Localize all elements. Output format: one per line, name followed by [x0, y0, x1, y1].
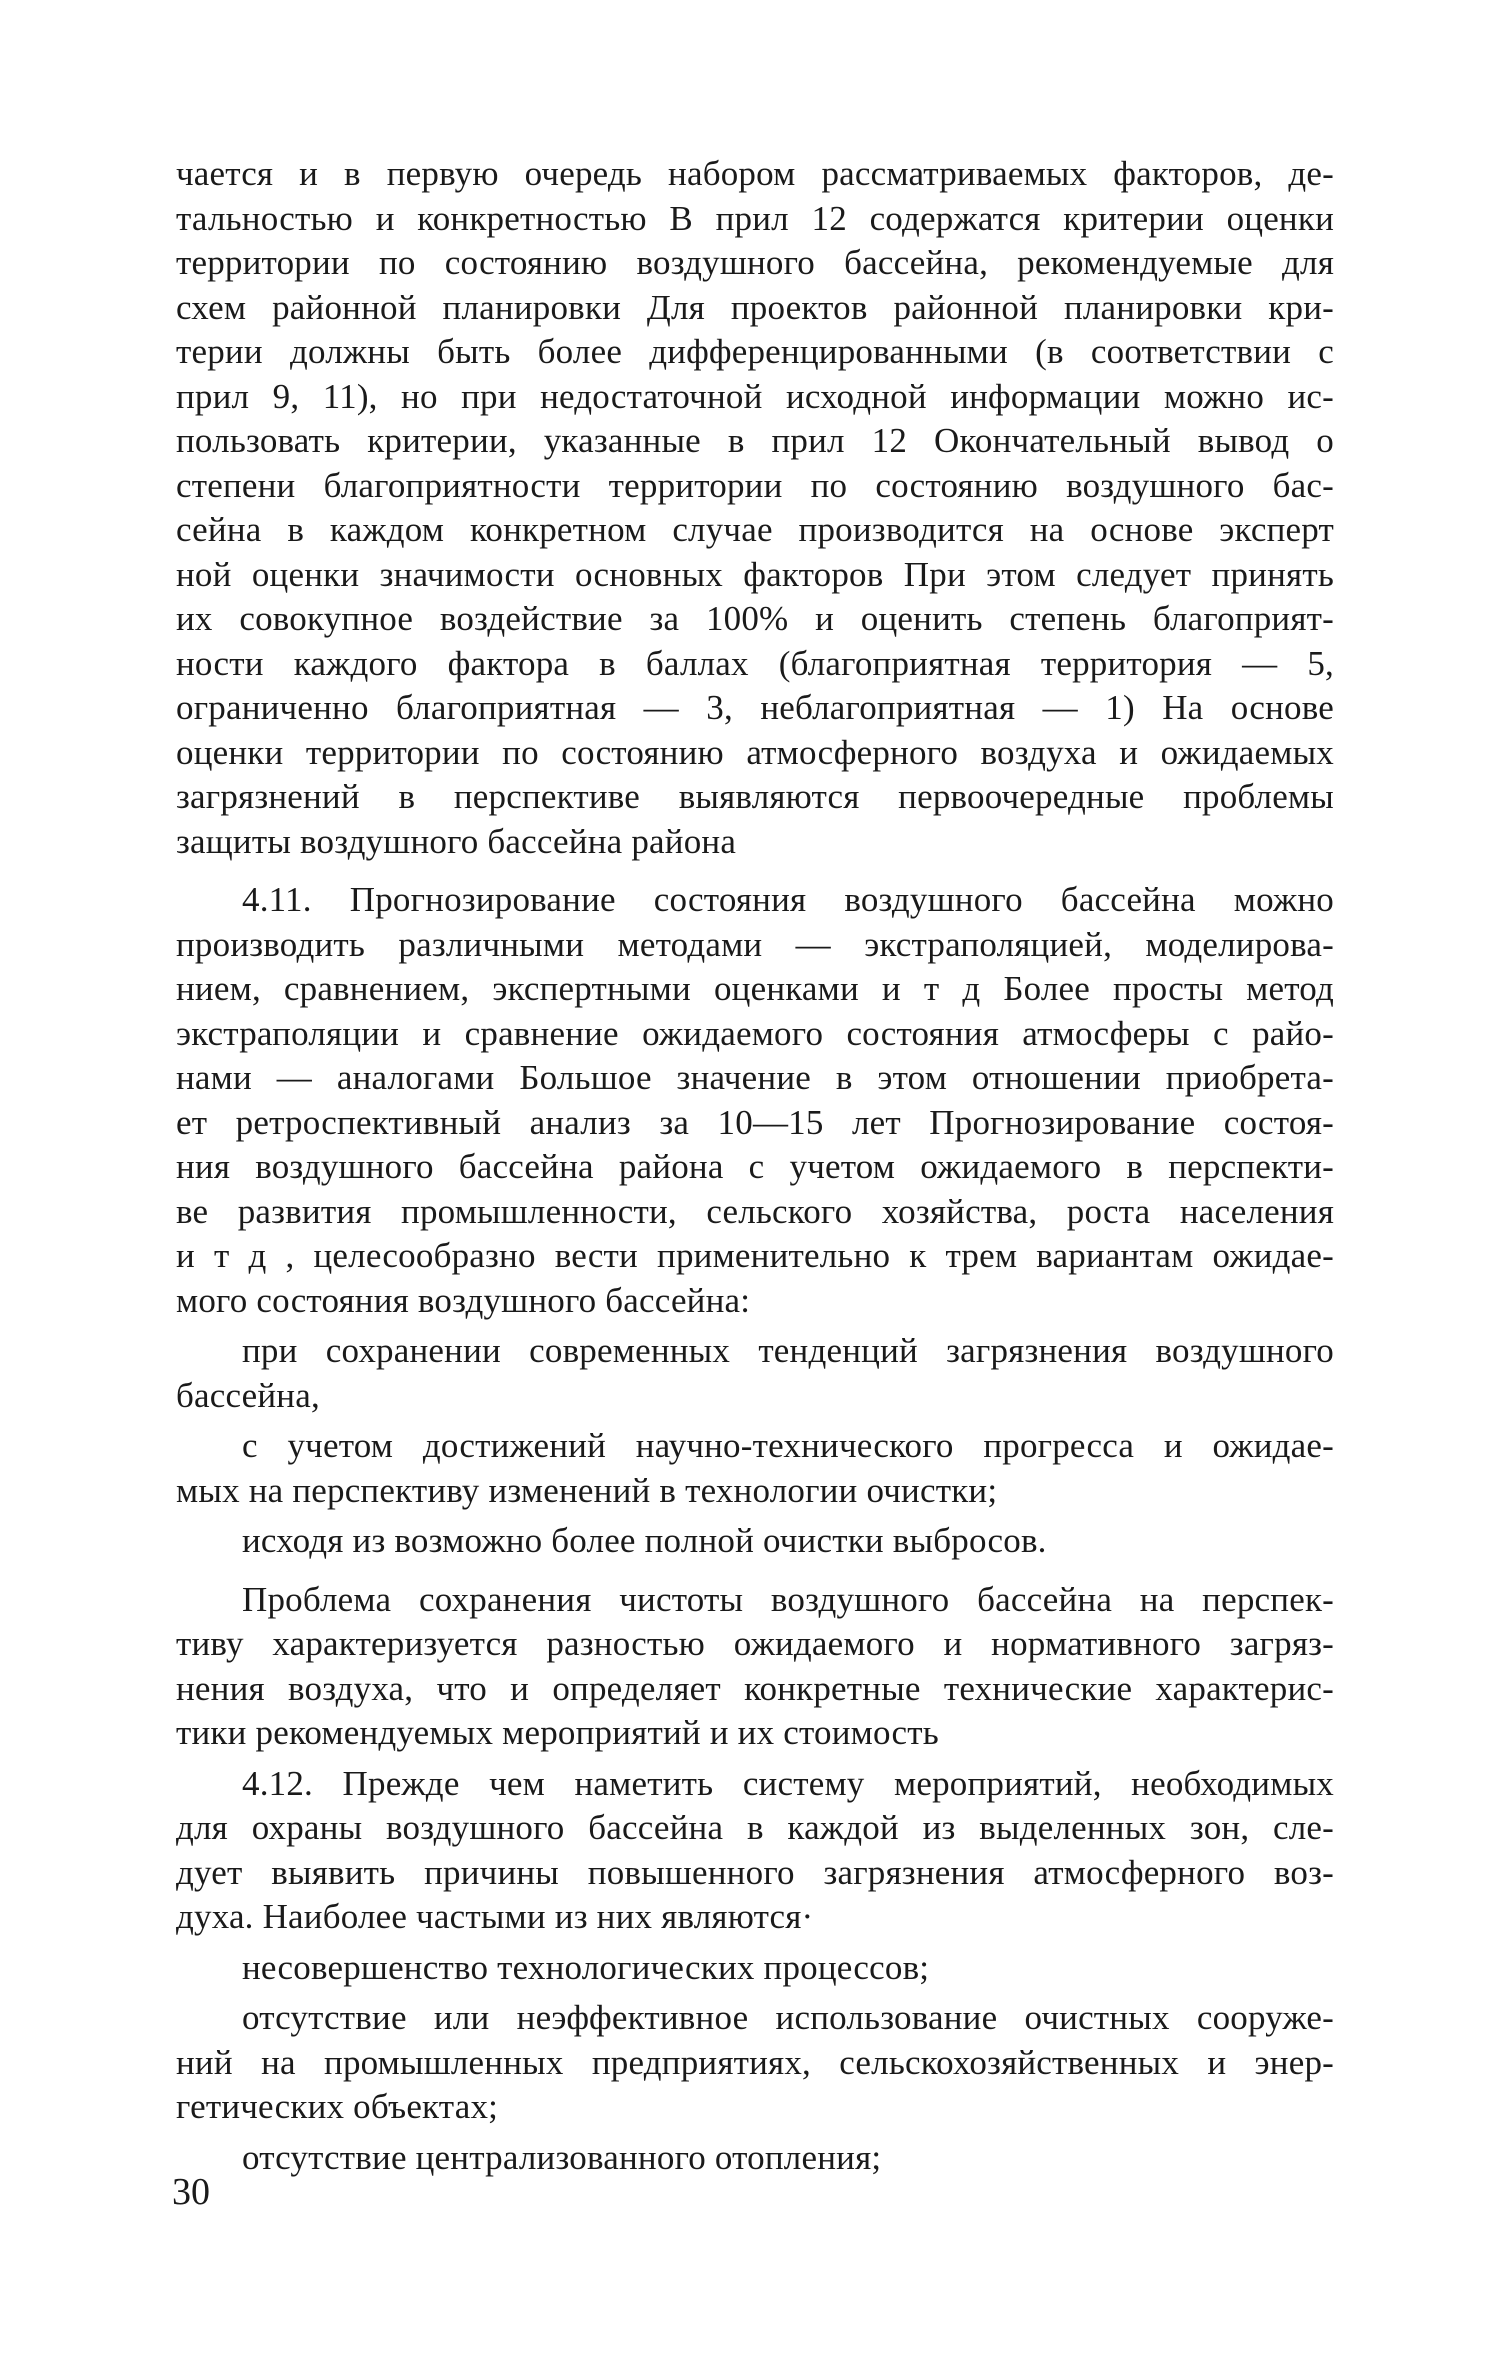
- text-line: 4.11. Прогнозирование состояния воздушного бассейна можно: [242, 880, 1334, 919]
- text-line: для охраны воздушного бассейна в каждой из выделенных зон, сле-: [176, 1808, 1334, 1847]
- text-line: отсутствие или неэффективное использование очистных сооруже-: [242, 1998, 1334, 2037]
- text-line: экстраполяции и сравнение ожидаемого состояния атмосферы с райо-: [176, 1013, 1334, 1053]
- text-line: оценки территории по состоянию атмосферного воздуха и ожидаемых: [176, 732, 1334, 772]
- text-line: ния воздушного бассейна района с учетом ожидаемого в перспекти-: [176, 1147, 1334, 1186]
- list-item: [176, 2136, 1334, 2181]
- list-item: [176, 1996, 1334, 2130]
- text-line: ограниченно благоприятная — 3, неблагоприятная — 1) На основе: [176, 688, 1334, 727]
- text-line: прил 9, 11), но при недостаточной исходной информации можно ис-: [176, 376, 1334, 416]
- text-line: нения воздуха, что и определяет конкретные технические характерис-: [176, 1668, 1334, 1708]
- text-line: тиву характеризуется разностью ожидаемого и нормативного загряз-: [176, 1624, 1334, 1663]
- text-line: их совокупное воздействие за 100% и оценить степень благоприят-: [176, 599, 1334, 638]
- paragraph-section-4-11: [176, 878, 1334, 1323]
- paragraph-continuation: [176, 152, 1334, 864]
- list-item: [176, 1424, 1334, 1513]
- text-line: дует выявить причины повышенного загрязнения атмосферного воз-: [176, 1852, 1334, 1892]
- text-line: производить различными методами — экстраполяцией, моделирова-: [176, 924, 1334, 964]
- text-line: несовершенство технологических процессов;: [242, 1947, 930, 1987]
- text-line: 4.12. Прежде чем наметить систему мероприятий, необходимых: [242, 1763, 1334, 1803]
- text-line: бассейна,: [176, 1375, 320, 1415]
- text-line: исходя из возможно более полной очистки выбросов.: [242, 1521, 1047, 1560]
- text-line: ет ретроспективный анализ за 10—15 лет Прогнозирование состоя-: [176, 1102, 1334, 1142]
- text-line: терии должны быть более дифференцированными (в соответствии с: [176, 332, 1334, 371]
- text-line: духа. Наиболее частыми из них являются·: [176, 1897, 814, 1936]
- text-line: нами — аналогами Большое значение в этом отношении приобрета-: [176, 1058, 1334, 1097]
- text-line: загрязнений в перспективе выявляются первоочередные проблемы: [176, 777, 1334, 816]
- text-line: и т д , целесообразно вести применительно к трем вариантам ожидае-: [176, 1236, 1334, 1275]
- text-line: ве развития промышленности, сельского хозяйства, роста населения: [176, 1191, 1334, 1231]
- text-line: отсутствие централизованного отопления;: [242, 2137, 882, 2177]
- text-line: схем районной планировки Для проектов районной планировки кри-: [176, 287, 1334, 327]
- text-line: при сохранении современных тенденций загрязнения воздушного: [242, 1331, 1334, 1370]
- list-item: [176, 1329, 1334, 1418]
- text-line: защиты воздушного бассейна района: [176, 821, 737, 861]
- page-body: [176, 152, 1334, 2180]
- text-line: ний на промышленных предприятиях, сельскохозяйственных и энер-: [176, 2042, 1334, 2082]
- text-line: тальностью и конкретностью В прил 12 содержатся критерии оценки: [176, 198, 1334, 238]
- text-line: чается и в первую очередь набором рассматриваемых факторов, де-: [176, 154, 1334, 193]
- text-line: Проблема сохранения чистоты воздушного бассейна на перспек-: [242, 1579, 1334, 1619]
- text-line: с учетом достижений научно-технического прогресса и ожидае-: [242, 1426, 1334, 1465]
- text-line: территории по состоянию воздушного бассейна, рекомендуемые для: [176, 243, 1334, 282]
- text-line: степени благоприятности территории по состоянию воздушного бас-: [176, 465, 1334, 505]
- text-line: пользовать критерии, указанные в прил 12 Окончательный вывод о: [176, 421, 1334, 460]
- list-item: [176, 1519, 1334, 1564]
- text-line: тики рекомендуемых мероприятий и их стоимость: [176, 1713, 939, 1752]
- text-line: мых на перспективу изменений в технологии очистки;: [176, 1470, 998, 1510]
- text-line: ности каждого фактора в баллах (благоприятная территория — 5,: [176, 643, 1334, 683]
- page-number: 30: [172, 2171, 210, 2213]
- paragraph-problem: [176, 1578, 1334, 1756]
- text-line: мого состояния воздушного бассейна:: [176, 1280, 751, 1320]
- text-line: гетических объектах;: [176, 2087, 499, 2126]
- list-item: [176, 1946, 1334, 1991]
- text-line: ной оценки значимости основных факторов При этом следует принять: [176, 554, 1334, 594]
- text-line: сейна в каждом конкретном случае производится на основе эксперт: [176, 510, 1334, 549]
- paragraph-section-4-12: [176, 1762, 1334, 1940]
- text-line: нием, сравнением, экспертными оценками и т д Более просты метод: [176, 969, 1334, 1008]
